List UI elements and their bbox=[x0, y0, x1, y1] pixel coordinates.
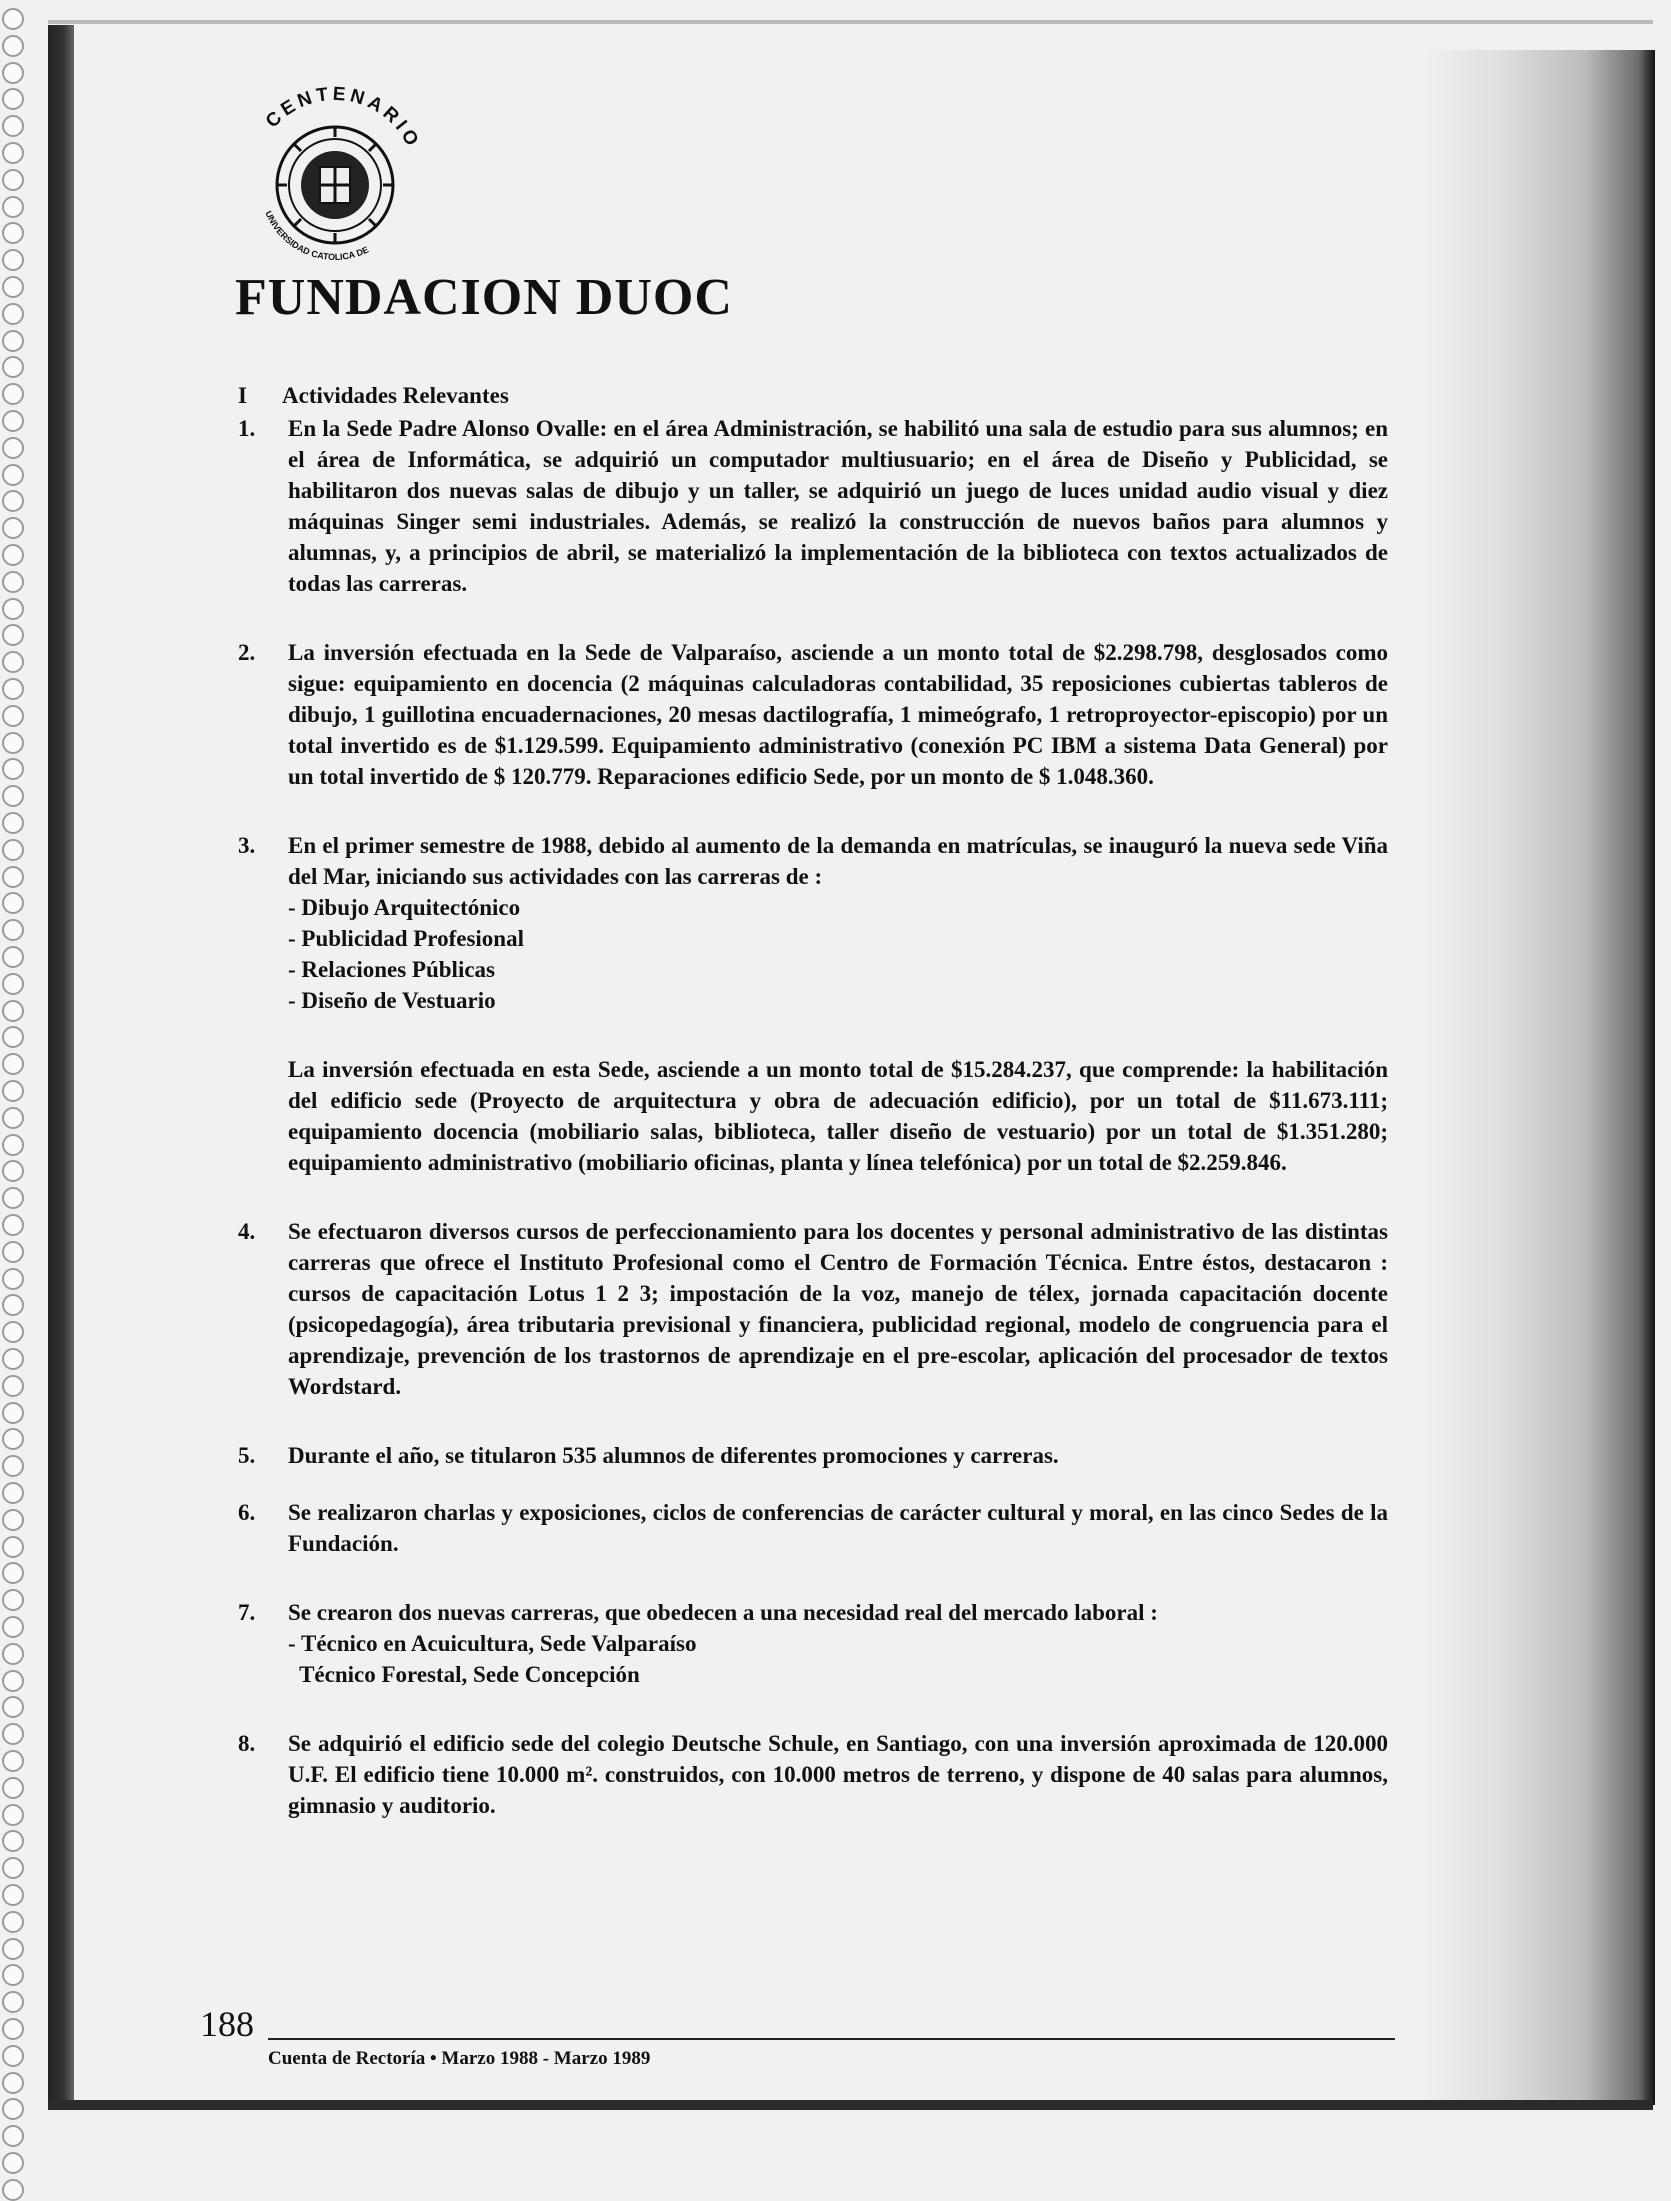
binder-rings bbox=[0, 0, 34, 2191]
binder-ring bbox=[2, 2072, 24, 2094]
binder-ring bbox=[2, 732, 24, 754]
binder-ring bbox=[2, 2045, 24, 2067]
page-top-edge bbox=[48, 20, 1653, 24]
binder-ring bbox=[2, 517, 24, 539]
item-number: 8. bbox=[238, 1731, 256, 1756]
binder-ring bbox=[2, 356, 24, 378]
svg-text:CENTENARIO: CENTENARIO bbox=[261, 83, 425, 153]
binder-ring bbox=[2, 88, 24, 110]
binder-ring bbox=[2, 1160, 24, 1182]
binder-ring bbox=[2, 1991, 24, 2013]
binder-ring bbox=[2, 2018, 24, 2040]
item-text: En el primer semestre de 1988, debido al aumento de la demanda en matrículas, se inauguró la nueva sede Viña del Mar, iniciando sus actividades con las carreras de : bbox=[288, 833, 1388, 889]
binder-ring bbox=[2, 1187, 24, 1209]
item-number: 5. bbox=[238, 1443, 256, 1468]
binder-ring bbox=[2, 758, 24, 780]
item-number: 3. bbox=[238, 833, 256, 858]
binder-ring bbox=[2, 1294, 24, 1316]
page-bottom-edge bbox=[48, 2100, 1653, 2110]
binder-ring bbox=[2, 169, 24, 191]
binder-ring bbox=[2, 1562, 24, 1584]
list-item bbox=[238, 1440, 1388, 1471]
binder-ring bbox=[2, 383, 24, 405]
binder-ring bbox=[2, 1643, 24, 1665]
binder-ring bbox=[2, 598, 24, 620]
binder-ring bbox=[2, 35, 24, 57]
footer-rule bbox=[268, 2038, 1395, 2040]
binder-ring bbox=[2, 1509, 24, 1531]
binder-ring bbox=[2, 464, 24, 486]
document-body bbox=[238, 380, 1388, 1821]
career-list bbox=[238, 892, 1388, 1016]
centenario-seal-logo bbox=[225, 75, 445, 270]
binder-ring bbox=[2, 624, 24, 646]
binder-ring bbox=[2, 973, 24, 995]
binder-ring bbox=[2, 1884, 24, 1906]
binder-ring bbox=[2, 1268, 24, 1290]
page-binding-shadow bbox=[48, 25, 74, 2105]
binder-ring bbox=[2, 62, 24, 84]
binder-ring bbox=[2, 1911, 24, 1933]
binder-ring bbox=[2, 1589, 24, 1611]
item-number: 2. bbox=[238, 640, 256, 665]
binder-ring bbox=[2, 946, 24, 968]
binder-ring bbox=[2, 437, 24, 459]
list-item-continuation bbox=[238, 1054, 1388, 1178]
binder-ring bbox=[2, 249, 24, 271]
binder-ring bbox=[2, 1696, 24, 1718]
career-list bbox=[238, 1628, 1388, 1690]
binder-ring bbox=[2, 1830, 24, 1852]
binder-ring bbox=[2, 892, 24, 914]
binder-ring bbox=[2, 919, 24, 941]
list-item bbox=[238, 830, 1388, 892]
item-text: En la Sede Padre Alonso Ovalle: en el área Administración, se habilitó una sala de estudio para sus alumnos; en el área de Informática, se adquirió un computador multiusuario; en el área de Diseño y Publicidad, se habilitaron dos nuevas salas de dibujo y un taller, se adquirió un juego de luces unidad audio visual y diez máquinas Singer semi industriales. Además, se realizó la construcción de nuevos baños para alumnos y alumnas, y, a principios de abril, se materializó la implementación de la biblioteca con textos actualizados de todas las carreras. bbox=[288, 416, 1388, 596]
binder-ring bbox=[2, 812, 24, 834]
document-title: FUNDACION DUOC bbox=[235, 269, 733, 326]
binder-ring bbox=[2, 1053, 24, 1075]
list-item bbox=[238, 1497, 1388, 1559]
binder-ring bbox=[2, 1455, 24, 1477]
binder-ring bbox=[2, 2179, 24, 2201]
item-text: Se adquirió el edificio sede del colegio Deutsche Schule, en Santiago, con una inversión aproximada de 120.000 U.F. El edificio tiene 10.000 m². construidos, con 10.000 metros de terreno, y dispone de 40 salas para alumnos, gimnasio y auditorio. bbox=[288, 1731, 1388, 1818]
footer-caption: Cuenta de Rectoría • Marzo 1988 - Marzo 1989 bbox=[268, 2048, 651, 2069]
binder-ring bbox=[2, 222, 24, 244]
binder-ring bbox=[2, 196, 24, 218]
binder-ring bbox=[2, 490, 24, 512]
binder-ring bbox=[2, 1777, 24, 1799]
career-item: - Publicidad Profesional bbox=[288, 926, 524, 951]
binder-ring bbox=[2, 839, 24, 861]
career-item: - Técnico en Acuicultura, Sede Valparaíso bbox=[288, 1631, 697, 1656]
section-number: I bbox=[238, 383, 247, 408]
binder-ring bbox=[2, 1402, 24, 1424]
career-item: Técnico Forestal, Sede Concepción bbox=[288, 1662, 640, 1687]
item-text: Se realizaron charlas y exposiciones, ciclos de conferencias de carácter cultural y moral, en las cinco Sedes de la Fundación. bbox=[288, 1500, 1388, 1556]
binder-ring bbox=[2, 1938, 24, 1960]
page-number: 188 bbox=[200, 2004, 254, 2044]
binder-ring bbox=[2, 330, 24, 352]
item-number: 4. bbox=[238, 1219, 256, 1244]
binder-ring bbox=[2, 1134, 24, 1156]
binder-ring bbox=[2, 1348, 24, 1370]
binder-ring bbox=[2, 705, 24, 727]
binder-ring bbox=[2, 303, 24, 325]
binder-ring bbox=[2, 1107, 24, 1129]
page-fold-shadow bbox=[1420, 50, 1655, 2105]
binder-ring bbox=[2, 1428, 24, 1450]
list-item bbox=[238, 413, 1388, 599]
list-item bbox=[238, 637, 1388, 792]
career-item: - Relaciones Públicas bbox=[288, 957, 495, 982]
list-item bbox=[238, 1597, 1388, 1628]
binder-ring bbox=[2, 1214, 24, 1236]
item-text: Se crearon dos nuevas carreras, que obedecen a una necesidad real del mercado laboral : bbox=[288, 1600, 1158, 1625]
binder-ring bbox=[2, 276, 24, 298]
binder-ring bbox=[2, 1482, 24, 1504]
binder-ring bbox=[2, 1080, 24, 1102]
binder-ring bbox=[2, 678, 24, 700]
binder-ring bbox=[2, 1723, 24, 1745]
list-item bbox=[238, 1728, 1388, 1821]
item-number: 1. bbox=[238, 416, 256, 441]
binder-ring bbox=[2, 1321, 24, 1343]
item-number: 7. bbox=[238, 1600, 256, 1625]
binder-ring bbox=[2, 2098, 24, 2120]
binder-ring bbox=[2, 8, 24, 30]
binder-ring bbox=[2, 1000, 24, 1022]
binder-ring bbox=[2, 785, 24, 807]
item-text: La inversión efectuada en la Sede de Valparaíso, asciende a un monto total de $2.298.798, desglosados como sigue: equipamiento en docencia (2 máquinas calculadoras contabilidad, 35 reposiciones cubiertas tableros de dibujo, 1 guillotina encuadernaciones, 20 mesas dactilografía, 1 mimeógrafo, 1 retroproyector-episcopio) por un total invertido es de $1.129.599. Equipamiento administrativo (conexión PC IBM a sistema Data General) por un total invertido de $ 120.779. Reparaciones edificio Sede, por un monto de $ 1.048.360. bbox=[288, 640, 1388, 789]
binder-ring bbox=[2, 1964, 24, 1986]
binder-ring bbox=[2, 1375, 24, 1397]
item-text: Durante el año, se titularon 535 alumnos de diferentes promociones y carreras. bbox=[288, 1443, 1059, 1468]
binder-ring bbox=[2, 115, 24, 137]
item-number: 6. bbox=[238, 1500, 256, 1525]
binder-ring bbox=[2, 866, 24, 888]
binder-ring bbox=[2, 1670, 24, 1692]
binder-ring bbox=[2, 571, 24, 593]
binder-ring bbox=[2, 1750, 24, 1772]
svg-text:UNIVERSIDAD CATOLICA DE: UNIVERSIDAD CATOLICA DE bbox=[263, 209, 371, 263]
binder-ring bbox=[2, 651, 24, 673]
binder-ring bbox=[2, 410, 24, 432]
binder-ring bbox=[2, 1241, 24, 1263]
item-text: Se efectuaron diversos cursos de perfeccionamiento para los docentes y personal administrativo de las distintas carreras que ofrece el Instituto Profesional como el Centro de Formación Técnica. Entre éstos, destacaron : cursos de capacitación Lotus 1 2 3; impostación de la voz, manejo de télex, jornada capacitación docente (psicopedagogía), área tributaria previsional y financiera, publicidad regional, modelo de congruencia para el aprendizaje, prevención de los trastornos de aprendizaje en el pre-escolar, aplicación del procesador de textos Wordstard. bbox=[288, 1219, 1388, 1399]
binder-ring bbox=[2, 2152, 24, 2174]
list-item bbox=[238, 1216, 1388, 1402]
binder-ring bbox=[2, 1026, 24, 1048]
binder-ring bbox=[2, 1804, 24, 1826]
binder-ring bbox=[2, 544, 24, 566]
binder-ring bbox=[2, 1616, 24, 1638]
binder-ring bbox=[2, 1857, 24, 1879]
section-title: Actividades Relevantes bbox=[282, 383, 509, 408]
career-item: - Diseño de Vestuario bbox=[288, 988, 496, 1013]
binder-ring bbox=[2, 142, 24, 164]
binder-ring bbox=[2, 1536, 24, 1558]
binder-ring bbox=[2, 2125, 24, 2147]
item-text: La inversión efectuada en esta Sede, asciende a un monto total de $15.284.237, que comprende: la habilitación del edificio sede (Proyecto de arquitectura y obra de adecuación edificio), por un total de $11.673.111; equipamiento docencia (mobiliario salas, biblioteca, taller diseño de vestuario) por un total de $1.351.280; equipamiento administrativo (mobiliario oficinas, planta y línea telefónica) por un total de $2.259.846. bbox=[288, 1057, 1388, 1175]
career-item: - Dibujo Arquitectónico bbox=[288, 895, 521, 920]
